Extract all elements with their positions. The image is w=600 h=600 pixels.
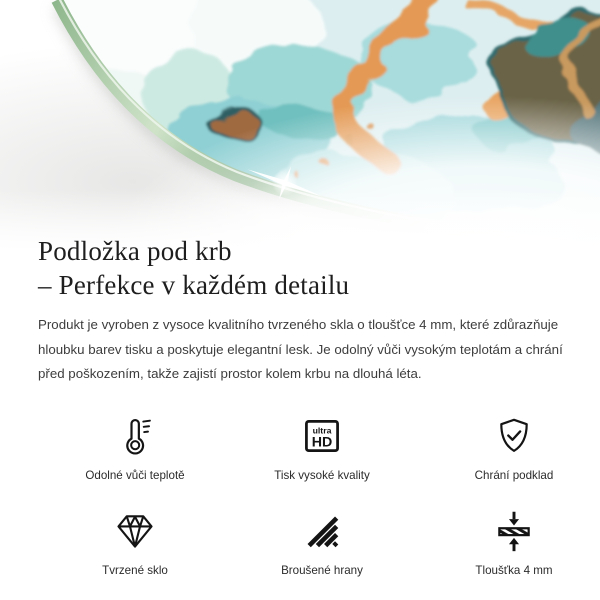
ultra-hd-badge-top: ultra	[312, 424, 332, 435]
glass-pad-artwork	[0, 0, 600, 252]
feature-tempered-glass	[44, 508, 226, 577]
page-title	[38, 234, 568, 302]
shield-check-icon	[491, 413, 537, 459]
page-title-line2: – Perfekce v každém detailu	[38, 270, 350, 300]
product-image	[0, 0, 600, 252]
product-info-section	[0, 234, 600, 577]
product-description: Produkt je vyroben z vysoce kvalitního tvrzeného skla o tloušťce 4 mm, které zdůrazňuje hloubku barev tisku a poskytuje elegantní lesk. Je odolný vůči vysokým teplotám a chrání před poškozením, takže zajistí prostor kolem krbu na dlouhá léta.	[38, 317, 563, 381]
feature-polished-edges	[226, 508, 418, 577]
thermometer-icon	[112, 413, 158, 459]
thickness-icon	[491, 508, 537, 554]
feature-label: Tvrzené sklo	[102, 563, 168, 577]
feature-label: Broušené hrany	[281, 563, 363, 577]
ultra-hd-icon	[299, 413, 345, 459]
feature-heat-resistant	[44, 413, 226, 482]
feature-protects-base	[418, 413, 600, 482]
beveled-edge-icon	[299, 508, 345, 554]
page-title-line1: Podložka pod krb	[38, 236, 232, 266]
feature-print-quality	[226, 413, 418, 482]
feature-thickness	[418, 508, 600, 577]
feature-label: Tloušťka 4 mm	[475, 563, 553, 577]
feature-grid	[38, 413, 568, 577]
diamond-icon	[112, 508, 158, 554]
feature-label: Tisk vysoké kvality	[274, 468, 370, 482]
ultra-hd-badge-bottom: HD	[311, 434, 333, 451]
feature-label: Odolné vůči teplotě	[85, 468, 185, 482]
feature-label: Chrání podklad	[474, 468, 554, 482]
